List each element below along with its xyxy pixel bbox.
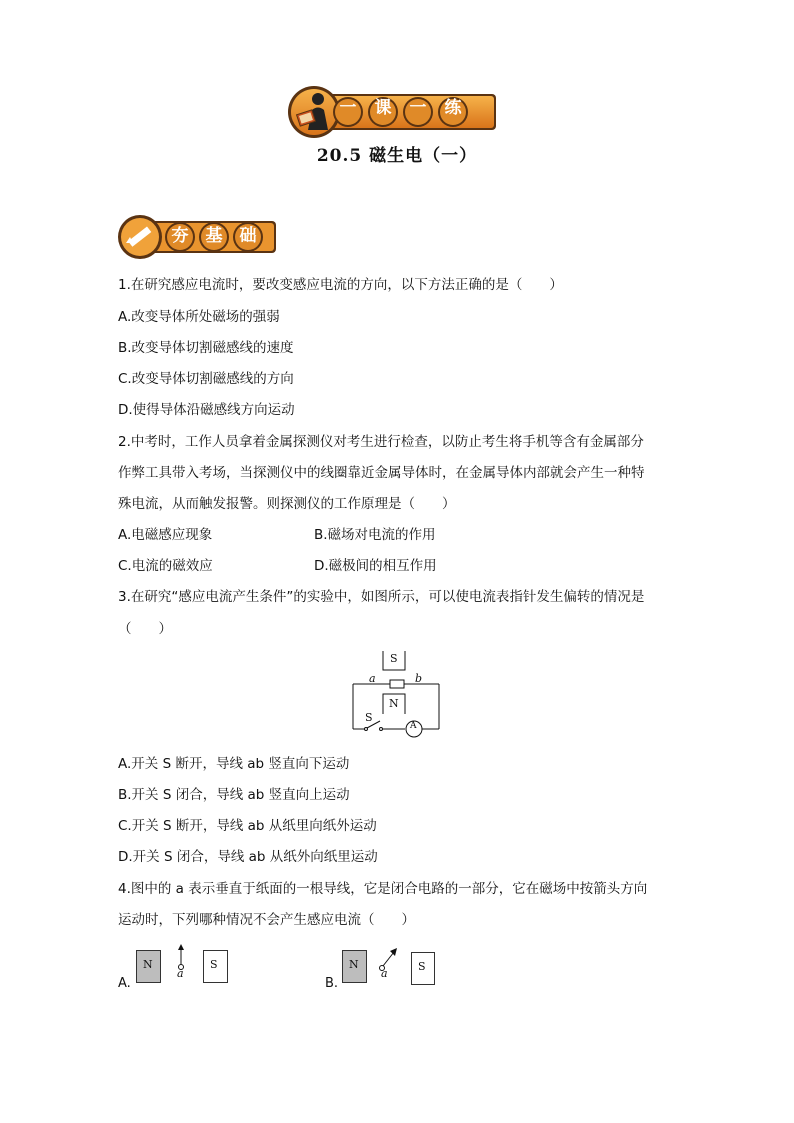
q4-figure-b-label: B. [325, 976, 339, 991]
q4-b-wire-label: a [381, 967, 388, 980]
q4-a-wire-label: a [177, 967, 184, 980]
q2-stem-line-1: 2.中考时，工作人员拿着金属探测仪对考生进行检查，以防止考生将手机等含有金属部分 [118, 434, 644, 450]
q4-a-north-label: N [143, 958, 153, 971]
lesson-banner [286, 84, 498, 140]
q3-circuit-figure [345, 648, 445, 740]
q1-option-c: C.改变导体切割磁感线的方向 [118, 371, 294, 387]
section-header-basics [118, 213, 278, 261]
section-char-3: 础 [239, 226, 257, 246]
q2-option-a: A.电磁感应现象 [118, 527, 213, 543]
q4-figure-b [325, 943, 445, 993]
banner-char-1: 一 [339, 98, 357, 118]
q3-label-bottom-pole: N [389, 697, 399, 710]
q3-label-switch: S [365, 711, 373, 724]
q4-figure-a-label: A. [118, 976, 131, 991]
q1-option-a: A.改变导体所处磁场的强弱 [118, 309, 280, 325]
conductor-ab [390, 680, 404, 688]
q2-option-d: D.磁极间的相互作用 [314, 558, 437, 574]
q3-stem-line-2: （ ） [118, 621, 172, 637]
section-char-2: 基 [205, 226, 223, 246]
q3-label-a: a [369, 672, 376, 685]
q4-b-north-label: N [349, 958, 359, 971]
q2-stem-line-2: 作弊工具带入考场，当探测仪中的线圈靠近金属导体时，在金属导体内部就会产生一种特 [118, 465, 645, 481]
q3-label-b: b [415, 672, 423, 685]
q4-a-south-label: S [210, 958, 218, 971]
q2-stem-line-3: 殊电流，从而触发报警。则探测仪的工作原理是（ ） [118, 496, 456, 512]
q4-b-south-label: S [418, 960, 426, 973]
section-char-1: 夯 [171, 226, 189, 246]
q2-option-b: B.磁场对电流的作用 [314, 527, 436, 543]
q4-figure-a [118, 943, 238, 993]
banner-char-2: 课 [374, 98, 392, 118]
q3-option-c: C.开关 S 断开，导线 ab 从纸里向纸外运动 [118, 818, 377, 834]
q2-option-c: C.电流的磁效应 [118, 558, 213, 574]
banner-char-3: 一 [409, 98, 427, 118]
q1-stem: 1.在研究感应电流时，要改变感应电流的方向，以下方法正确的是（ ） [118, 277, 563, 293]
q4-stem-line-2: 运动时，下列哪种情况不会产生感应电流（ ） [118, 912, 415, 928]
q3-label-meter: A [410, 721, 417, 731]
q1-option-d: D.使得导体沿磁感线方向运动 [118, 402, 295, 418]
q3-option-a: A.开关 S 断开，导线 ab 竖直向下运动 [118, 756, 350, 772]
q3-label-top-pole: S [390, 652, 398, 665]
q3-option-d: D.开关 S 闭合，导线 ab 从纸外向纸里运动 [118, 849, 378, 865]
q4-stem-line-1: 4.图中的 a 表示垂直于纸面的一根导线，它是闭合电路的一部分，它在磁场中按箭头方向 [118, 881, 648, 897]
q3-option-b: B.开关 S 闭合，导线 ab 竖直向上运动 [118, 787, 350, 803]
q1-option-b: B.改变导体切割磁感线的速度 [118, 340, 294, 356]
banner-char-4: 练 [444, 98, 462, 118]
page-title: 20.5 磁生电（一） [316, 146, 478, 166]
q3-stem-line-1: 3.在研究“感应电流产生条件”的实验中，如图所示，可以使电流表指针发生偏转的情况是 [118, 589, 645, 605]
